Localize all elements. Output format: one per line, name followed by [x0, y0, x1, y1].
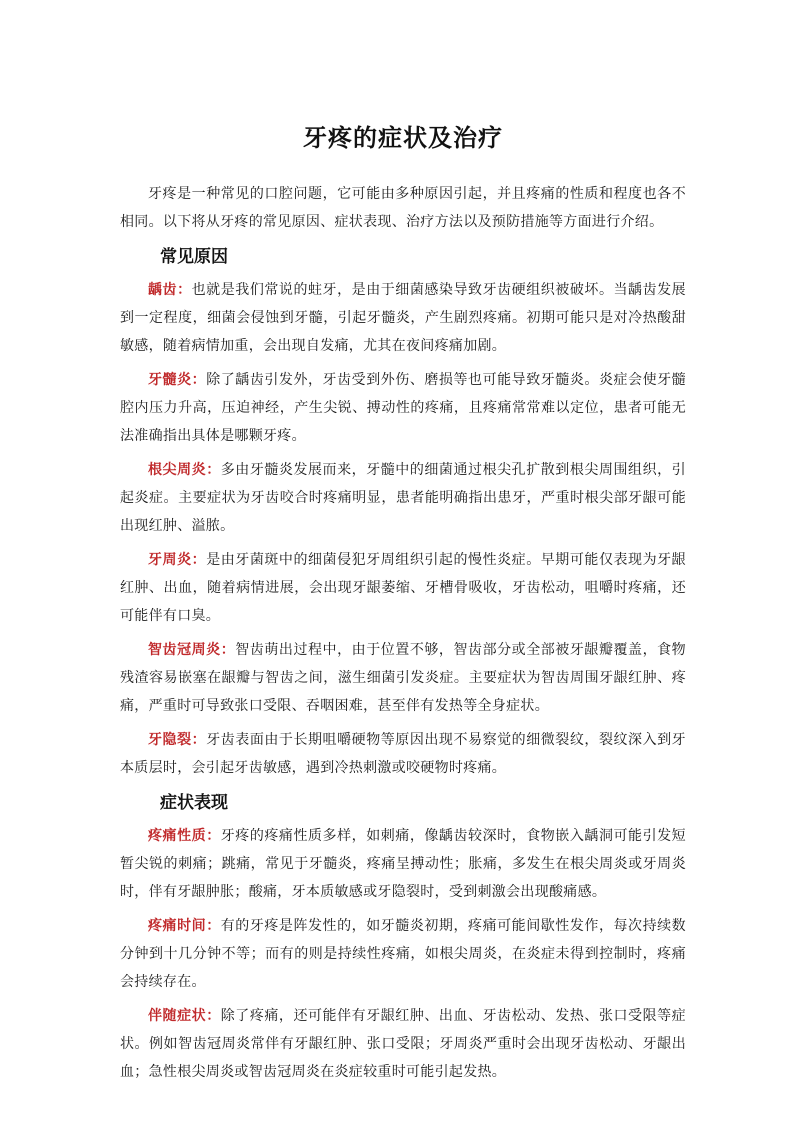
- term-description: 除了疼痛，还可能伴有牙龈红肿、出血、牙齿松动、发热、张口受限等症状。例如智齿冠周炎常伴有牙龈红肿、张口受限；牙周炎严重时会出现牙齿松动、牙龈出血；急性根尖周炎或智齿冠周炎在炎症较重时可能引起发热。: [120, 1008, 686, 1080]
- symptom-item: 疼痛时间：有的牙疼是阵发性的，如牙髓炎初期，疼痛可能间歇性发作，每次持续数分钟到十几分钟不等；而有的则是持续性疼痛，如根尖周炎，在炎症未得到控制时，疼痛会持续存在。: [120, 918, 686, 990]
- cause-item: 牙髓炎：除了龋齿引发外，牙齿受到外伤、磨损等也可能导致牙髓炎。炎症会使牙髓腔内压力升高，压迫神经，产生尖锐、搏动性的疼痛，且疼痛常常难以定位，患者可能无法准确指出具体是哪颗牙疼。: [120, 372, 686, 444]
- term-label: 牙周炎: [148, 552, 192, 568]
- section-heading-symptoms: 症状表现: [160, 793, 228, 813]
- symptom-item: 伴随症状：除了疼痛，还可能伴有牙龈红肿、出血、牙齿松动、发热、张口受限等症状。例如智齿冠周炎常伴有牙龈红肿、张口受限；牙周炎严重时会出现牙齿松动、牙龈出血；急性根尖周炎或智齿冠周炎在炎症较重时可能引起发热。: [120, 1008, 686, 1080]
- term-description: 牙疼的疼痛性质多样，如刺痛，像龋齿较深时，食物嵌入龋洞可能引发短暂尖锐的刺痛；跳痛，常见于牙髓炎，疼痛呈搏动性；胀痛，多发生在根尖周炎或牙周炎时，伴有牙龈肿胀；酸痛，牙本质敏感或牙隐裂时，受到刺激会出现酸痛感。: [120, 828, 686, 900]
- cause-item: 根尖周炎：多由牙髓炎发展而来，牙髓中的细菌通过根尖孔扩散到根尖周围组织，引起炎症。主要症状为牙齿咬合时疼痛明显，患者能明确指出患牙，严重时根尖部牙龈可能出现红肿、溢脓。: [120, 462, 686, 534]
- term-label: 疼痛性质: [148, 828, 207, 844]
- section-heading-causes: 常见原因: [160, 247, 228, 267]
- term-description: 多由牙髓炎发展而来，牙髓中的细菌通过根尖孔扩散到根尖周围组织，引起炎症。主要症状为牙齿咬合时疼痛明显，患者能明确指出患牙，严重时根尖部牙龈可能出现红肿、溢脓。: [120, 462, 686, 534]
- term-description: 智齿萌出过程中，由于位置不够，智齿部分或全部被牙龈瓣覆盖，食物残渣容易嵌塞在龈瓣与智齿之间，滋生细菌引发炎症。主要症状为智齿周围牙龈红肿、疼痛，严重时可导致张口受限、吞咽困难，甚至伴有发热等全身症状。: [120, 642, 686, 714]
- term-description: 除了龋齿引发外，牙齿受到外伤、磨损等也可能导致牙髓炎。炎症会使牙髓腔内压力升高，压迫神经，产生尖锐、搏动性的疼痛，且疼痛常常难以定位，患者可能无法准确指出具体是哪颗牙疼。: [120, 372, 686, 444]
- intro-paragraph: 牙疼是一种常见的口腔问题，它可能由多种原因引起，并且疼痛的性质和程度也各不相同。以下将从牙疼的常见原因、症状表现、治疗方法以及预防措施等方面进行介绍。: [120, 186, 686, 230]
- term-description: 有的牙疼是阵发性的，如牙髓炎初期，疼痛可能间歇性发作，每次持续数分钟到十几分钟不等；而有的则是持续性疼痛，如根尖周炎，在炎症未得到控制时，疼痛会持续存在。: [120, 918, 686, 990]
- term-label: 智齿冠周炎: [148, 642, 221, 658]
- term-label: 牙隐裂: [148, 732, 192, 748]
- cause-item: 牙周炎：是由牙菌斑中的细菌侵犯牙周组织引起的慢性炎症。早期可能仅表现为牙龈红肿、出血，随着病情进展，会出现牙龈萎缩、牙槽骨吸收，牙齿松动，咀嚼时疼痛，还可能伴有口臭。: [120, 552, 686, 624]
- symptom-item: 疼痛性质：牙疼的疼痛性质多样，如刺痛，像龋齿较深时，食物嵌入龋洞可能引发短暂尖锐的刺痛；跳痛，常见于牙髓炎，疼痛呈搏动性；胀痛，多发生在根尖周炎或牙周炎时，伴有牙龈肿胀；酸痛，牙本质敏感或牙隐裂时，受到刺激会出现酸痛感。: [120, 828, 686, 900]
- cause-item: 龋齿：也就是我们常说的蛀牙，是由于细菌感染导致牙齿硬组织被破坏。当龋齿发展到一定程度，细菌会侵蚀到牙髓，引起牙髓炎，产生剧烈疼痛。初期可能只是对冷热酸甜敏感，随着病情加重，会出现自发痛，尤其在夜间疼痛加剧。: [120, 282, 686, 354]
- term-label: 龋齿: [148, 282, 178, 298]
- document-page: [120, 118, 686, 1092]
- term-label: 伴随症状: [148, 1008, 207, 1024]
- term-description: 牙齿表面由于长期咀嚼硬物等原因出现不易察觉的细微裂纹，裂纹深入到牙本质层时，会引起牙齿敏感，遇到冷热刺激或咬硬物时疼痛。: [120, 732, 686, 776]
- term-label: 根尖周炎: [148, 462, 207, 478]
- term-description: 也就是我们常说的蛀牙，是由于细菌感染导致牙齿硬组织被破坏。当龋齿发展到一定程度，细菌会侵蚀到牙髓，引起牙髓炎，产生剧烈疼痛。初期可能只是对冷热酸甜敏感，随着病情加重，会出现自发痛，尤其在夜间疼痛加剧。: [120, 282, 686, 354]
- page-title: 牙疼的症状及治疗: [303, 124, 503, 152]
- cause-item: 智齿冠周炎：智齿萌出过程中，由于位置不够，智齿部分或全部被牙龈瓣覆盖，食物残渣容易嵌塞在龈瓣与智齿之间，滋生细菌引发炎症。主要症状为智齿周围牙龈红肿、疼痛，严重时可导致张口受限、吞咽困难，甚至伴有发热等全身症状。: [120, 642, 686, 714]
- term-label: 牙髓炎: [148, 372, 192, 388]
- cause-item: 牙隐裂：牙齿表面由于长期咀嚼硬物等原因出现不易察觉的细微裂纹，裂纹深入到牙本质层时，会引起牙齿敏感，遇到冷热刺激或咬硬物时疼痛。: [120, 732, 686, 776]
- term-description: 是由牙菌斑中的细菌侵犯牙周组织引起的慢性炎症。早期可能仅表现为牙龈红肿、出血，随着病情进展，会出现牙龈萎缩、牙槽骨吸收，牙齿松动，咀嚼时疼痛，还可能伴有口臭。: [120, 552, 686, 624]
- term-label: 疼痛时间: [148, 918, 207, 934]
